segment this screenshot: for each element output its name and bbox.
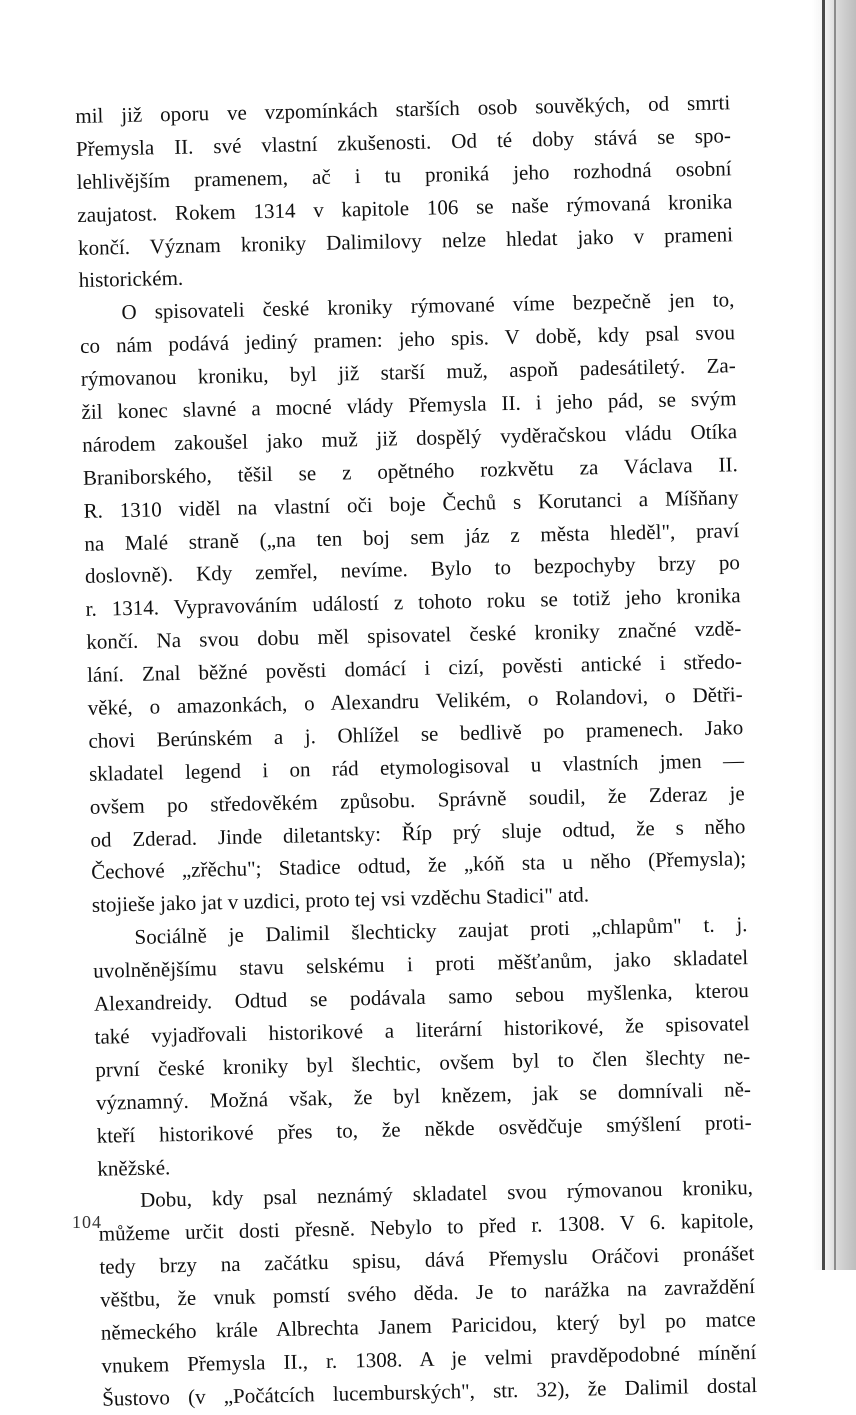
text-line: německého krále Albrechta Janem Paricidou, který byl po matce [100,1306,756,1345]
text-line: Dobu, kdy psal neznámý skladatel svou rýmovanou kroniku, [139,1175,754,1213]
text-line: co nám podává jediný pramen: jeho spis. V době, kdy psal svou [79,320,736,359]
text-line: Přemysla II. své vlastní zkušenosti. Od té doby stává se spo- [75,123,732,161]
text-line: zaujatost. Rokem 1314 v kapitole 106 se naše rýmovaná kronika [77,188,733,227]
text-line: doslovně). Kdy zemřel, nevíme. Bylo to bezpochyby brzy po [84,550,741,589]
text-line: tedy brzy na začátku spisu, dává Přemyslu Oráčovi pronášet [99,1241,755,1279]
text-line: Alexandreidy. Odtud se podávala samo sebou myšlenka, kterou [93,978,750,1016]
text-line: skladatel legend i on rád etymologisoval u vlastních jmen — [88,747,745,786]
text-line: stojieše jako jat v uzdici, proto tej vsi vzděchu Stadici" atd. [91,882,590,918]
text-line: historickém. [78,266,184,293]
text-line: O spisovateli české kroniky rýmované víme bezpečně jen to, [121,287,735,325]
text-line: Braniborského, těšil se z opětného rozkvětu za Václava II. [82,451,739,490]
text-line: významný. Možná však, že byl knězem, jak se domnívali ně- [95,1076,752,1115]
text-line: věké, o amazonkách, o Alexandru Velikém, o Rolandovi, o Dětři- [87,682,743,720]
text-line: Sociálně je Dalimil šlechticky zaujat proti „chlapům" t. j. [134,912,748,950]
text-line: ovšem po středověkém způsobu. Správně soudil, že Zderaz je [89,780,745,819]
text-line: lání. Znal běžné pověsti domácí i cizí, pověsti antické i středo- [86,649,743,688]
body-text [75,86,757,1415]
text-line: vnukem Přemysla II., r. 1308. A je velmi pravděpodobné mínění [101,1339,757,1378]
text-line: od Zderad. Jinde diletantsky: Říp prý sluje odtud, že s něho [90,813,746,852]
text-line: R. 1310 viděl na vlastní oči boje Čechů s Korutanci a Míšňany [83,484,739,523]
text-line: národem zakoušel jako muž již dospělý vyděračskou vládu Otíka [81,419,738,457]
text-line: věštbu, že vnuk pomstí svého děda. Je to narážka na zavraždění [99,1274,756,1312]
page-number: 104 [72,1212,102,1232]
text-line: lehlivějším pramenem, ač i tu proniká jeho rozhodná osobní [76,156,732,194]
text-line: končí. Na svou dobu měl spisovatel české kroniky značné vzdě- [86,616,742,655]
text-line: končí. Význam kroniky Dalimilovy nelze hledat jako v prameni [77,221,734,260]
text-line: r. 1314. Vypravováním událostí z tohoto roku se totiž jeho kronika [85,583,741,622]
text-line: chovi Berúnském a j. Ohlížel se bedlivě po pramenech. Jako [88,715,744,753]
text-line: uvolněnějšímu stavu selskému i proti měšťanům, jako skladatel [92,945,749,983]
text-line: žil konec slavné a mocné vlády Přemysla II. i jeho pád, se svým [81,386,737,424]
text-line: také vyjadřovali historikové a literární historikové, že spisovatel [94,1011,750,1049]
page-binding-edge [812,0,856,1270]
text-line: mil již oporu ve vzpomínkách starších osob souvěkých, od smrti [75,90,731,128]
text-line: kněžské. [97,1154,171,1181]
text-line: na Malé straně („na ten boj sem jáz z města hleděl", praví [84,517,740,556]
text-line: Čechové „zřěchu"; Stadice odtud, že „kóň sta u něho (Přemysla); [90,846,747,885]
text-line: rýmovanou kroniku, byl již starší muž, aspoň padesátiletý. Za- [80,353,736,392]
text-line: Šustovo (v „Počátcích lucemburských", str. 32), že Dalimil dostal [101,1372,758,1411]
text-line: můžeme určit dosti přesně. Nebylo to před r. 1308. V 6. kapitole, [98,1208,754,1247]
text-line: první české kroniky byl šlechtic, ovšem byl to člen šlechty ne- [95,1043,751,1082]
text-line: kteří historikové přes to, že někde osvědčuje smýšlení proti- [96,1109,752,1148]
